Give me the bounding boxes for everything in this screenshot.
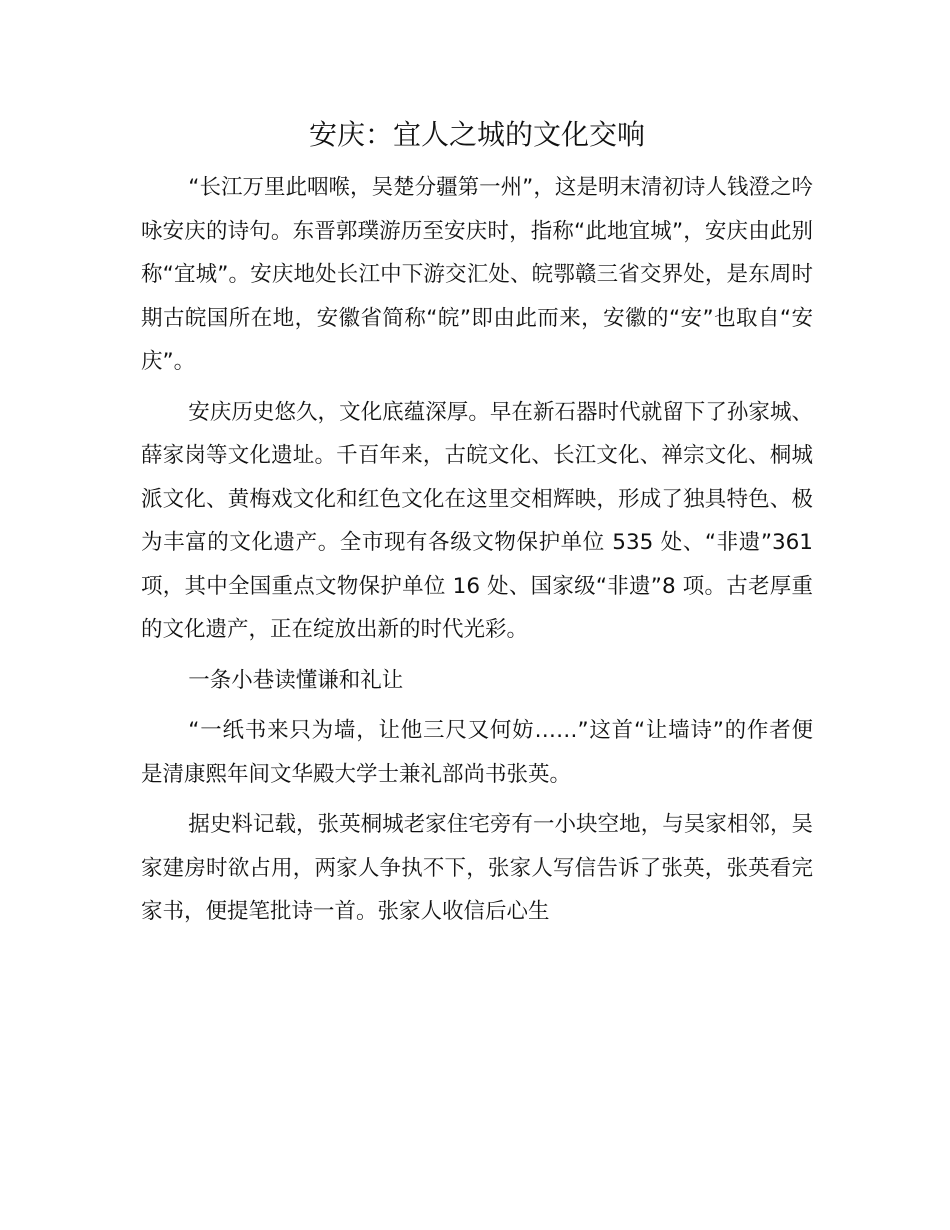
- paragraph-story: 据史料记载，张英桐城老家住宅旁有一小块空地，与吴家相邻，吴家建房时欲占用，两家人争执不下，张家人写信告诉了张英，张英看完家书，便提笔批诗一首。张家人收信后心生: [141, 812, 813, 924]
- paragraph-history: 安庆历史悠久，文化底蕴深厚。早在新石器时代就留下了孙家城、薛家岗等文化遗址。千百年来，古皖文化、长江文化、禅宗文化、桐城派文化、黄梅戏文化和红色文化在这里交相辉映，形成了独具特色、极为丰富的文化遗产。全市现有各级文物保护单位 535 处、“非遗”361 项，其中全国重点文物保护单位 16 处、国家级“非遗”8 项。古老厚重的文化遗产，正在绽放出新的时代光彩。: [141, 399, 813, 642]
- document-title: 安庆：宜人之城的文化交响: [308, 118, 645, 151]
- section-subheading: 一条小巷读懂谦和礼让: [188, 667, 404, 693]
- document-page: [141, 112, 813, 941]
- paragraph-intro: “长江万里此咽喉，吴楚分疆第一州”，这是明末清初诗人钱澄之吟咏安庆的诗句。东晋郭璞游历至安庆时，指称“此地宜城”，安庆由此别称“宜城”。安庆地处长江中下游交汇处、皖鄂赣三省交界处，是东周时期古皖国所在地，安徽省简称“皖”即由此而来，安徽的“安”也取自“安庆”。: [141, 175, 813, 374]
- paragraph-poem: “一纸书来只为墙，让他三尺又何妨……”这首“让墙诗”的作者便是清康熙年间文华殿大学士兼礼部尚书张英。: [141, 718, 813, 787]
